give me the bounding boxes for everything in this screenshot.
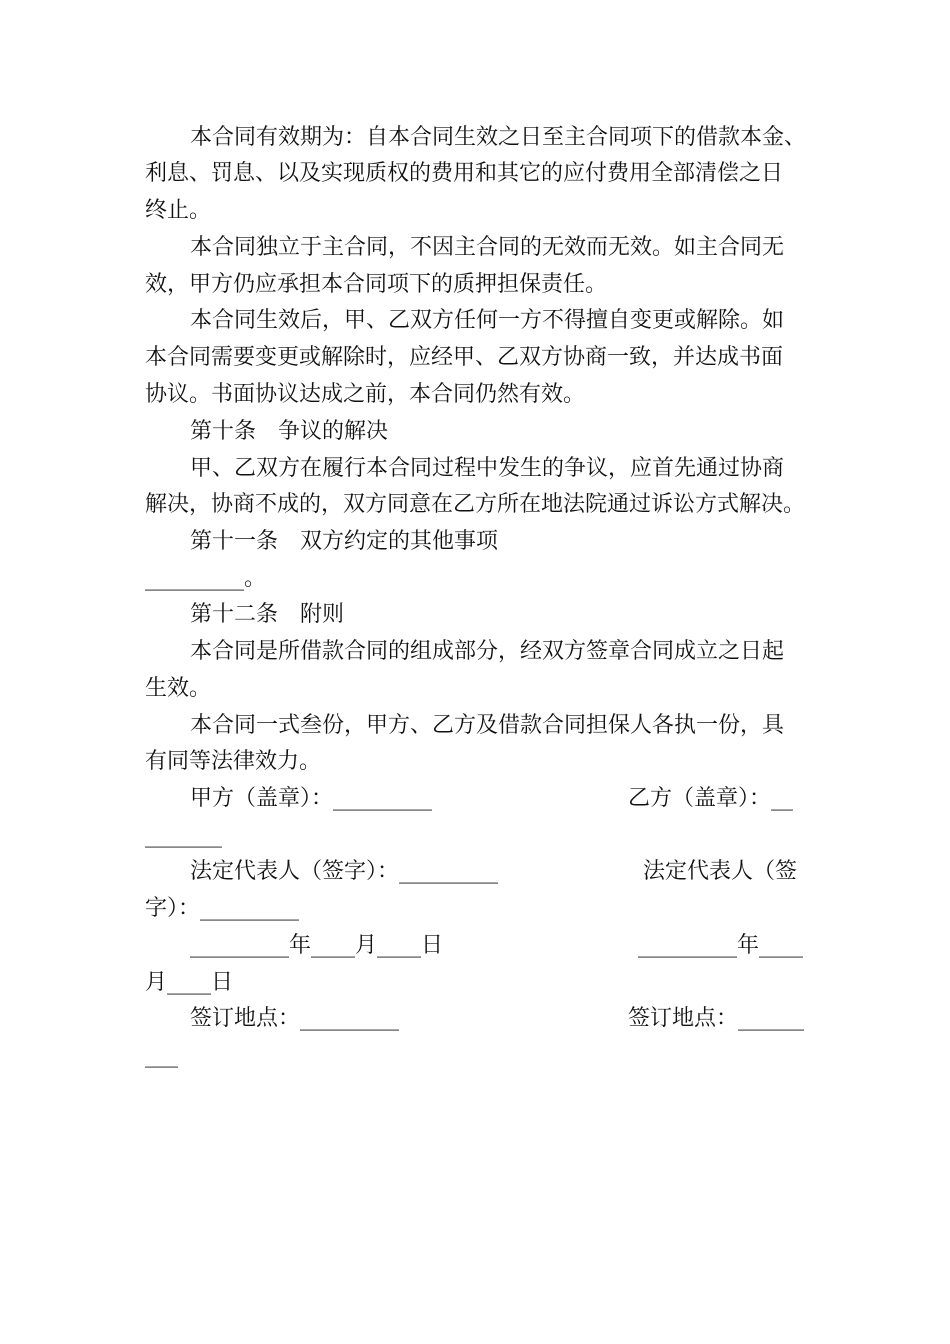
party-b-date-field: _________年____ xyxy=(638,933,804,958)
modification-paragraph-line-2: 本合同需要变更或解除时，应经甲、乙双方协商一致，并达成书面 xyxy=(145,345,784,370)
party-b-signing-place-field-continued: ___ xyxy=(145,1043,178,1068)
independence-paragraph-line-1: 本合同独立于主合同，不因主合同的无效而无效。如主合同无 xyxy=(190,235,785,260)
party-b-representative-field-continued: 字）：_________ xyxy=(145,896,300,921)
party-b-seal-field: 乙方（盖章）：__ xyxy=(628,786,794,811)
party-a-seal-field: 甲方（盖章）：_________ xyxy=(190,786,433,811)
party-a-representative-field: 法定代表人（签字）：_________ xyxy=(190,859,499,884)
validity-paragraph-line-3: 终止。 xyxy=(145,198,212,223)
article-12-heading: 第十二条 附则 xyxy=(190,602,345,627)
party-a-signing-place-field: 签订地点：_________ xyxy=(190,1006,400,1031)
article-10-heading: 第十条 争议的解决 xyxy=(190,419,389,444)
article-11-heading: 第十一条 双方约定的其他事项 xyxy=(190,529,499,554)
other-matters-blank: _________。 xyxy=(145,566,267,591)
effect-paragraph-line-2: 生效。 xyxy=(145,676,212,701)
copies-paragraph-line-2: 有同等法律效力。 xyxy=(145,749,322,774)
party-b-seal-field-continued: _______ xyxy=(145,823,222,848)
party-b-date-field-continued: 月____日 xyxy=(145,970,234,995)
dispute-paragraph-line-2: 解决，协商不成的，双方同意在乙方所在地法院通过诉讼方式解决。 xyxy=(145,492,806,517)
modification-paragraph-line-1: 本合同生效后，甲、乙双方任何一方不得擅自变更或解除。如 xyxy=(190,308,785,333)
modification-paragraph-line-3: 协议。书面协议达成之前，本合同仍然有效。 xyxy=(145,382,586,407)
effect-paragraph-line-1: 本合同是所借款合同的组成部分，经双方签章合同成立之日起 xyxy=(190,639,785,664)
party-b-signing-place-field: 签订地点：______ xyxy=(628,1006,805,1031)
party-b-representative-field: 法定代表人（签 xyxy=(643,859,798,884)
copies-paragraph-line-1: 本合同一式叁份，甲方、乙方及借款合同担保人各执一份，具 xyxy=(190,713,785,738)
party-a-date-field: _________年____月____日 xyxy=(190,933,444,958)
validity-paragraph-line-1: 本合同有效期为：自本合同生效之日至主合同项下的借款本金、 xyxy=(190,125,807,150)
independence-paragraph-line-2: 效，甲方仍应承担本合同项下的质押担保责任。 xyxy=(145,272,608,297)
validity-paragraph-line-2: 利息、罚息、以及实现质权的费用和其它的应付费用全部清偿之日 xyxy=(145,161,784,186)
dispute-paragraph-line-1: 甲、乙双方在履行本合同过程中发生的争议，应首先通过协商 xyxy=(190,456,785,481)
